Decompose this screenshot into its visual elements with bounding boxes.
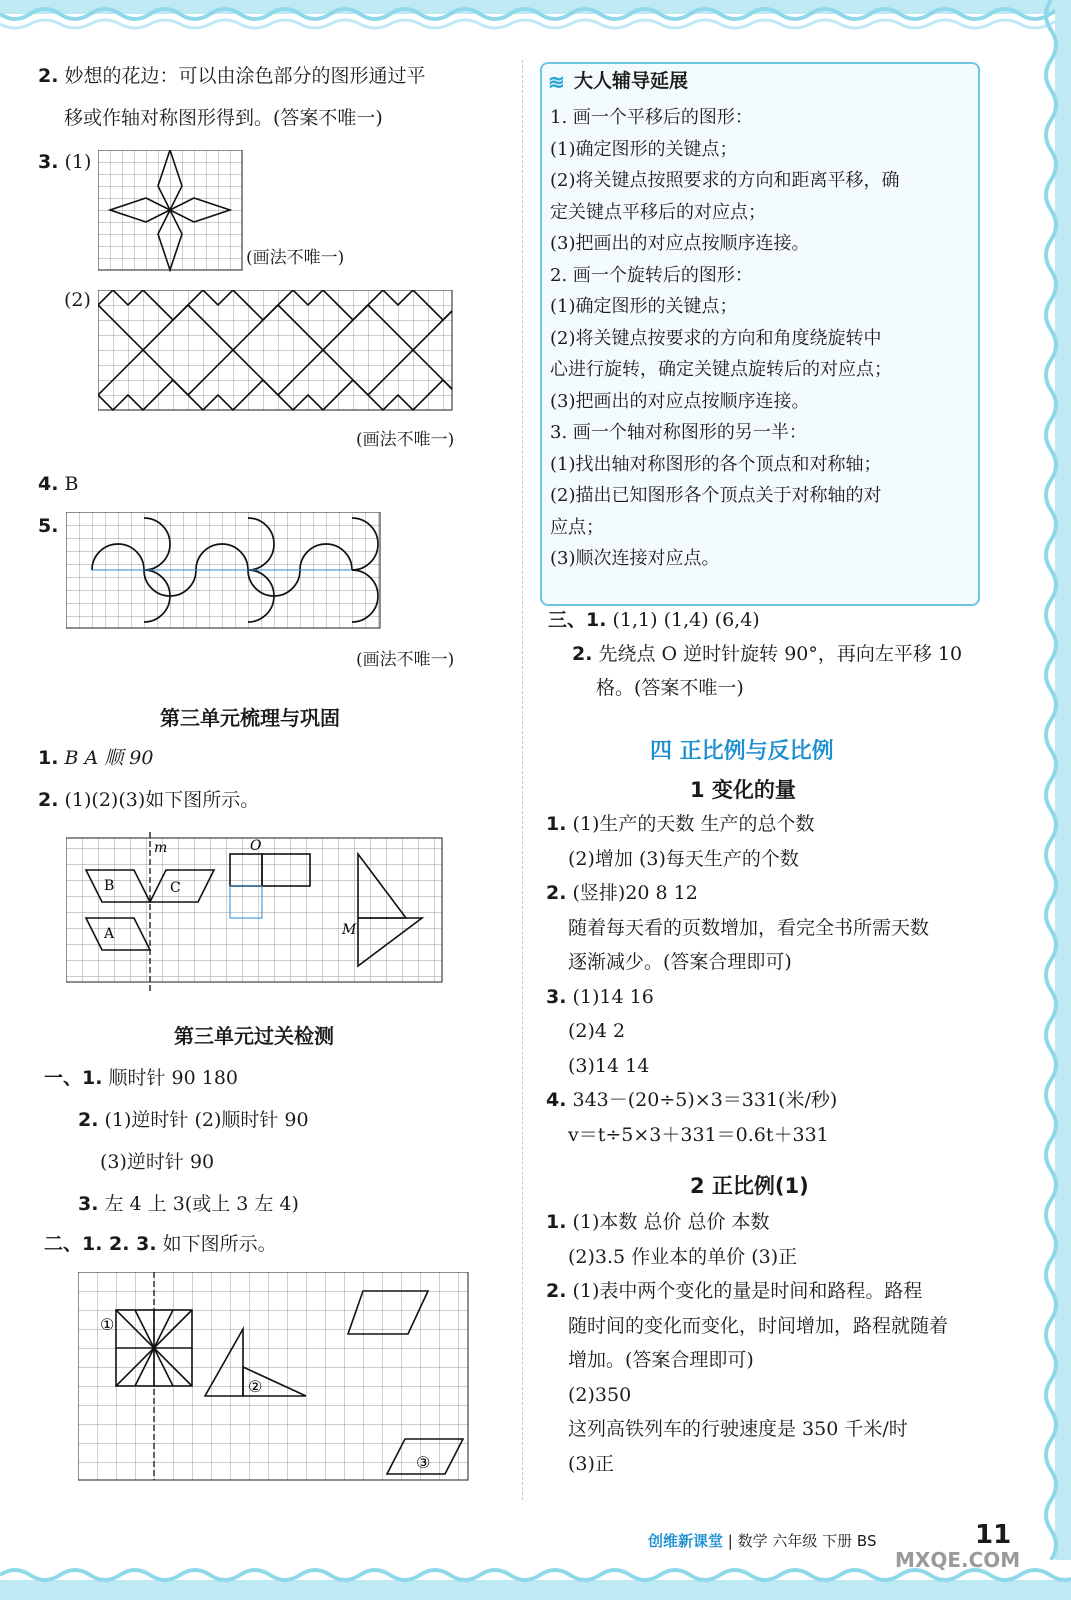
sec1-l3 (546, 879, 698, 907)
review-q2 (38, 786, 259, 814)
wave-icon: ≋ (548, 70, 565, 94)
left-q2-line2: 移或作轴对称图形得到。(答案不唯一) (64, 107, 383, 129)
label-3: ③ (416, 1453, 431, 1472)
guidance-line: 2. 画一个旋转后的图形： (550, 264, 753, 286)
guidance-line: 定关键点平移后的对应点； (550, 201, 766, 223)
sec1-l5: 逐渐减少。(答案合理即可) (568, 951, 792, 973)
right-wave-border (1011, 0, 1071, 1560)
guidance-line: (3)顺次连接对应点。 (550, 548, 720, 569)
review-title: 第三单元梳理与巩固 (160, 706, 340, 730)
sec1-l8: (3)14 14 (568, 1054, 650, 1077)
test-line-3: (3)逆时针 90 (100, 1151, 215, 1173)
sec1-title: 1 变化的量 (690, 778, 796, 802)
q3-figure-2 (98, 290, 454, 412)
footer (648, 1530, 876, 1551)
guidance-line: (1)确定图形的关键点； (550, 138, 738, 160)
sec2-l1-text: (1)本数 总价 总价 本数 (572, 1211, 770, 1233)
sec2-l1-number: 1. (546, 1211, 567, 1233)
review-figure (66, 832, 446, 994)
q2-text-1: 妙想的花边：可以由涂色部分的图形通过平 (64, 65, 426, 87)
test-line-4 (78, 1190, 299, 1218)
page-number: 11 (975, 1520, 1012, 1550)
q3-number: 3. (38, 151, 59, 173)
guidance-line: 1. 画一个平移后的图形： (550, 107, 753, 128)
left-q5-label (38, 512, 58, 540)
guidance-line: (1)确定图形的关键点； (550, 296, 738, 317)
sec1-l9-text: 343－(20÷5)×3＝331(米/秒) (572, 1089, 838, 1111)
sec1-l6 (546, 983, 654, 1011)
q4-answer: B (64, 473, 79, 495)
guidance-line: (3)把画出的对应点按顺序连接。 (550, 233, 810, 254)
sec1-l3-number: 2. (546, 882, 567, 904)
guidance-line: (2)将关键点按照要求的方向和距离平移，确 (550, 170, 900, 191)
q4-number: 4. (38, 473, 59, 495)
sec1-l9 (546, 1086, 837, 1114)
test-l5-number: 二、1. 2. 3. (44, 1233, 157, 1255)
left-q4 (38, 470, 78, 498)
sec1-l4: 随着每天看的页数增加，看完全书所需天数 (568, 916, 930, 939)
shape-a-label: A (104, 926, 115, 942)
test-line-1 (44, 1064, 238, 1092)
label-2: ② (248, 1377, 263, 1396)
sec2-l3 (546, 1277, 922, 1305)
guidance-line: 3. 画一个轴对称图形的另一半： (550, 422, 807, 443)
sec1-l2: (2)增加 (3)每天生产的个数 (568, 847, 799, 870)
review-q1-number: 1. (38, 747, 59, 769)
test-line-5 (44, 1230, 277, 1258)
q3-part2-label: (2) (64, 289, 91, 311)
sec1-l1 (546, 810, 814, 838)
test-figure (78, 1272, 470, 1482)
sec2-l7: 这列高铁列车的行驶速度是 350 千米/时 (568, 1418, 908, 1440)
test-l2-number: 2. (78, 1109, 99, 1131)
left-q2-line1 (38, 62, 426, 90)
watermark: MXQE.COM (895, 1548, 1021, 1572)
s3-number: 三、1. (548, 609, 607, 631)
left-q3-label (38, 148, 91, 176)
q3-part1-label: (1) (64, 151, 92, 173)
q5-figure (66, 512, 382, 630)
label-1: ① (100, 1315, 115, 1334)
footer-subject: | 数学 六年级 下册 BS (727, 1532, 877, 1550)
guidance-line: (3)把画出的对应点按顺序连接。 (550, 390, 810, 412)
shape-b-label: B (104, 878, 115, 894)
sec2-title: 2 正比例(1) (690, 1174, 809, 1198)
test-l1-answer: 顺时针 90 180 (108, 1067, 239, 1089)
sec1-l9-number: 4. (546, 1089, 567, 1111)
s3b-number: 2. (572, 643, 593, 665)
test-l5-answer: 如下图所示。 (162, 1233, 277, 1255)
sec2-l2: (2)3.5 作业本的单价 (3)正 (568, 1245, 798, 1268)
guidance-line: (1)找出轴对称图形的各个顶点和对称轴； (550, 453, 882, 475)
sec1-l7: (2)4 2 (568, 1020, 626, 1042)
sec2-l5: 增加。(答案合理即可) (568, 1349, 754, 1371)
test-l4-answer: 左 4 上 3(或上 3 左 4) (104, 1193, 299, 1215)
q5-note: (画法不唯一) (356, 650, 455, 670)
unit4-title: 四 正比例与反比例 (650, 739, 834, 764)
q2-number: 2. (38, 65, 59, 87)
test-line-2 (78, 1106, 309, 1134)
test-l4-number: 3. (78, 1193, 99, 1215)
q3-note-2: (画法不唯一) (356, 430, 455, 450)
test-l1-number: 一、1. (44, 1067, 103, 1089)
sec1-l6-text: (1)14 16 (572, 985, 654, 1008)
sec2-l8: (3)正 (568, 1452, 614, 1475)
q5-number: 5. (38, 515, 59, 537)
guidance-line: (2)描出已知图形各个顶点关于对称轴的对 (550, 485, 882, 506)
test-l2-answer: (1)逆时针 (2)顺时针 90 (104, 1109, 309, 1131)
sec2-l4: 随时间的变化而变化，时间增加，路程就随着 (568, 1314, 949, 1337)
right-s3-line3: 格。(答案不唯一) (596, 677, 744, 699)
sec1-l1-text: (1)生产的天数 生产的总个数 (572, 813, 815, 835)
sec2-l3-number: 2. (546, 1280, 567, 1302)
q3-figure-1 (98, 150, 248, 272)
guidance-title: 大人辅导延展 (574, 70, 689, 92)
right-s3-line2 (572, 640, 962, 668)
guidance-line: 心进行旋转，确定关键点旋转后的对应点； (550, 359, 892, 380)
sec1-l10: v＝t÷5×3＋331＝0.6t＋331 (568, 1123, 829, 1146)
sec1-l6-number: 3. (546, 985, 567, 1008)
review-q2-answer: (1)(2)(3)如下图所示。 (64, 789, 260, 811)
guidance-line: 应点； (550, 516, 604, 538)
q3-note-1: (画法不唯一) (246, 248, 345, 268)
right-s3-line1 (548, 606, 760, 634)
sec2-l3-text: (1)表中两个变化的量是时间和路程。路程 (572, 1280, 923, 1302)
axis-m-label: m (154, 840, 168, 856)
sec1-l3-text: (竖排)20 8 12 (572, 882, 698, 904)
sec2-l1 (546, 1208, 770, 1236)
s3b-text-1: 先绕点 O 逆时针旋转 90°，再向左平移 10 (598, 643, 963, 665)
sec2-l6: (2)350 (568, 1383, 632, 1406)
s3-answer: (1,1) (1,4) (6,4) (612, 609, 760, 631)
guidance-line: (2)将关键点按要求的方向和角度绕旋转中 (550, 327, 882, 349)
column-divider (522, 60, 523, 1500)
review-q2-number: 2. (38, 789, 59, 811)
review-q1 (38, 744, 153, 772)
point-o-label: O (250, 838, 262, 854)
shape-c-label: C (170, 880, 181, 896)
footer-brand: 创维新课堂 (648, 1532, 724, 1550)
review-q1-answer: B A 顺 90 (64, 747, 154, 769)
sec1-l1-number: 1. (546, 813, 567, 835)
shape-m-label: M (342, 922, 357, 938)
test-title: 第三单元过关检测 (174, 1024, 334, 1048)
top-wave-border (0, 0, 1071, 40)
